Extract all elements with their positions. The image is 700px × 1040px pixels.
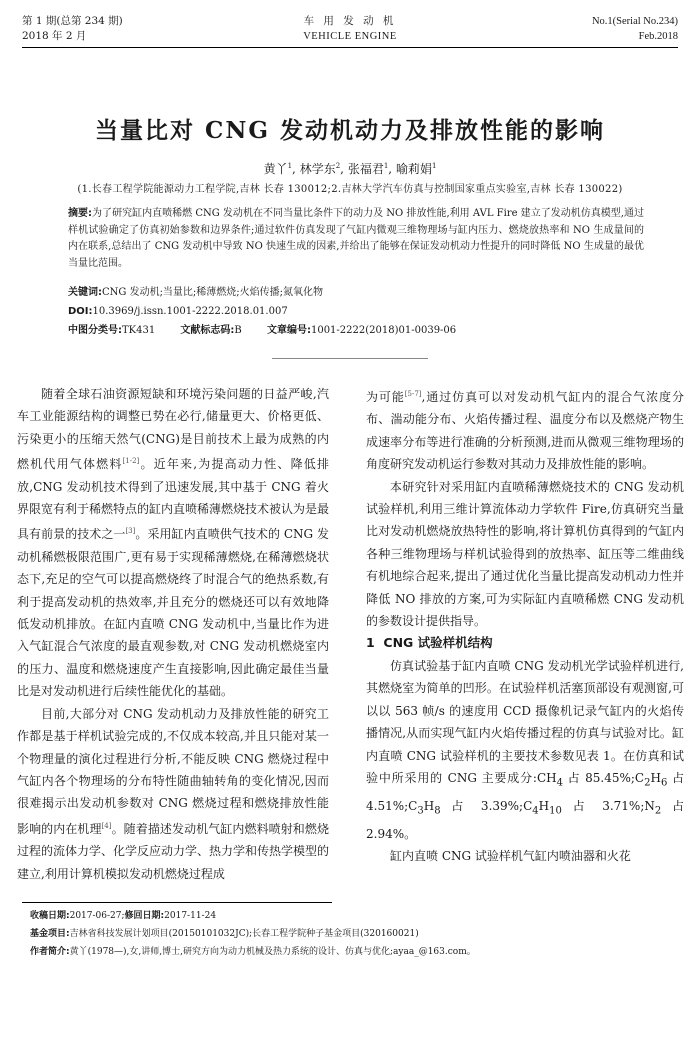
section-number: 1 xyxy=(366,635,375,651)
article-id-value: 1001-2222(2018)01-0039-06 xyxy=(310,325,457,336)
clc-value: TK431 xyxy=(122,325,156,336)
issue-date-en: Feb.2018 xyxy=(638,31,678,42)
footnote-rule xyxy=(22,902,332,903)
paragraph-text: 。随着描述发动机气缸内燃料喷射和燃烧过程的流体力学、化学反应动力学、热力学和传热学模型的建立,利用计算机模拟发动机燃烧过程成 xyxy=(17,821,330,881)
doc-code-label: 文献标志码: xyxy=(180,325,235,336)
funding-label: 基金项目: xyxy=(30,929,70,939)
classification xyxy=(68,323,644,339)
author-bio-text: 黄丫(1978—),女,讲师,博士,研究方向为动力机械及热力系统的设计、仿真与优化;ayaa_@163.com。 xyxy=(69,947,476,957)
paragraph-text: 占 85.45%;C xyxy=(562,770,645,785)
doi-value: 10.3969/j.issn.1001-2222.2018.01.007 xyxy=(92,306,288,317)
paragraph-text: 占 2.94%。 xyxy=(366,798,684,841)
keywords-text: CNG 发动机;当量比;稀薄燃烧;火焰传播;氮氧化物 xyxy=(102,287,324,298)
section-heading xyxy=(366,632,684,654)
paragraph-text: H xyxy=(423,798,435,813)
author-name: 喻莉娟 xyxy=(395,162,432,176)
section-title: CNG 试验样机结构 xyxy=(383,635,493,651)
body-left-column xyxy=(17,383,329,885)
author-bio-label: 作者简介: xyxy=(30,947,70,957)
paragraph xyxy=(17,703,329,885)
running-header xyxy=(22,14,678,48)
subscript: 4 xyxy=(556,777,563,789)
issue-number-en: No.1(Serial No.234) xyxy=(591,16,678,27)
author-name: 张福君 xyxy=(347,162,384,176)
subscript: 2 xyxy=(644,777,651,789)
paper-title: 当量比对 CNG 发动机动力及排放性能的影响 xyxy=(95,117,605,144)
author-name: 林学东 xyxy=(299,162,336,176)
paragraph-text: 。近年来,为提高动力性、降低排放,CNG 发动机技术得到了迅速发展,其中基于 CNG 着火界限宽有利于稀燃特点的缸内直喷稀薄燃烧技术被认为是最具有前景的技术之一 xyxy=(17,457,330,542)
paragraph-text: 。采用缸内直喷供气技术的 CNG 发动机稀燃极限范围广,更有易于实现稀薄燃烧,在稀薄燃烧状态下,充足的空气可以提高燃烧终了时混合气的绝热系数,有利于提高发动机的热效率,并且充分的燃烧还可以有效地降低发动机排放。在缸内直喷 CNG 发动机中,当量比作为进入气缸混合气浓度的最直观参数,对 CNG 发动机燃烧室内的压力、温度和燃烧速度产生直接影响,因此确定最佳当量比是对发动机进行后续性能优化的基础。 xyxy=(17,527,329,699)
author-affil-mark: 1 xyxy=(383,162,389,170)
subscript: 6 xyxy=(660,777,668,789)
paragraph-text: 占 3.71%;N xyxy=(561,798,655,813)
author-bio xyxy=(30,943,678,961)
keywords-label: 关键词: xyxy=(68,287,102,298)
doc-code-value: B xyxy=(234,325,242,336)
affiliation: (1.长春工程学院能源动力工程学院,吉林 长春 130012;2.吉林大学汽车仿真与控制国家重点实验室,吉林 长春 130022) xyxy=(77,184,623,195)
doi xyxy=(68,304,644,320)
section-separator xyxy=(272,358,428,359)
subscript: 4 xyxy=(532,805,539,817)
subscript: 8 xyxy=(434,805,441,817)
citation: [3] xyxy=(125,527,136,536)
paragraph-text: 本研究针对采用缸内直喷稀薄燃烧技术的 CNG 发动机试验样机,利用三维计算流体动力学软件 Fire,仿真研究当量比对发动机燃烧放热特性的影响,将计算机仿真得到的气缸内各种三维物理场与样机试验得到的放热率、缸压等二维曲线有机地综合起来,提出了通过优化当量比提高发动机动力性并降低 NO 排放的方案,可为实际缸内直喷稀燃 CNG 发动机的参数设计提供指导。 xyxy=(366,479,684,629)
subscript: 2 xyxy=(654,805,662,817)
author-affil-mark: 1 xyxy=(287,162,293,170)
header-rule xyxy=(22,47,678,48)
revised-label: 修回日期: xyxy=(124,911,165,921)
clc-label: 中图分类号: xyxy=(68,325,122,336)
author-list: 黄丫$^1$, 林学东$^2$, 张福君$^1$, 喻莉娟$^1$ xyxy=(263,162,437,176)
author-name: 黄丫 xyxy=(263,162,288,176)
paragraph-text: 缸内直喷 CNG 试验样机气缸内喷油器和火花 xyxy=(390,848,631,863)
paragraph-text: 占 3.39%;C xyxy=(440,798,533,813)
header-right xyxy=(592,14,678,44)
body-right-column xyxy=(366,383,684,867)
subscript: 10 xyxy=(549,805,562,817)
abstract-text: 为了研究缸内直喷稀燃 CNG 发动机在不同当量比条件下的动力及 NO 排放性能,利用 AVL Fire 建立了发动机仿真模型,通过样机试验确定了仿真初始参数和边界条件;通过软件仿真发现了气缸内微观三维物理场与缸内压力、燃烧放热率和 NO 生成量间的内在联系,总结出了 CNG 发动机中导致 NO 快速生成的因素,并给出了能够在保证发动机动力性提升的同时降低 NO 生成量的最优当量比范围。 xyxy=(68,208,645,269)
paragraph-text: H xyxy=(650,770,661,785)
footnotes xyxy=(30,907,678,961)
paragraph-text: 为可能 xyxy=(366,390,405,404)
subscript: 3 xyxy=(417,805,424,817)
paragraph xyxy=(366,655,684,845)
paragraph xyxy=(366,383,684,476)
paragraph-text: 占 4.51%;C xyxy=(366,770,684,813)
citation: [1-2] xyxy=(122,457,140,466)
received-dates xyxy=(30,907,678,925)
received-date: 2017-06-27; xyxy=(69,911,125,921)
header-center xyxy=(22,14,678,44)
received-label: 收稿日期: xyxy=(30,911,70,921)
funding xyxy=(30,925,678,943)
funding-text: 吉林省科技发展计划项目(20150101032JC);长春工程学院种子基金项目(320160021) xyxy=(69,929,419,939)
paragraph-text: 仿真试验基于缸内直喷 CNG 发动机光学试验样机进行,其燃烧室为简单的凹形。在试验样机活塞顶部设有观测窗,可以以 563 帧/s 的速度用 CCD 摄像机记录气缸内的火焰传播情况,从而实现气缸内火焰传播过程的仿真与试验对比。缸内直喷 CNG 试验样机的主要技术参数见表 1。在仿真和试验中所采用的 CNG 主要成分:CH xyxy=(366,658,684,785)
paragraph-text: 目前,大部分对 CNG 发动机动力及排放性能的研究工作都是基于样机试验完成的,不仅成本较高,并且只能对某一个物理量的演化过程进行分析,不能反映 CNG 燃烧过程中气缸内各个物理场的分布特性随曲轴转角的变化情况,因而很难揭示出发动机参数对 CNG 燃烧过程和燃烧排放性能影响的内在机理 xyxy=(17,706,329,836)
abstract xyxy=(68,206,644,272)
paragraph xyxy=(17,383,329,703)
keywords xyxy=(68,285,644,301)
citation: [4] xyxy=(101,821,112,830)
abstract-label: 摘要: xyxy=(68,208,93,219)
paragraph xyxy=(366,845,684,867)
journal-name-cn: 车 用 发 动 机 xyxy=(303,15,397,27)
paragraph-text: 随着全球石油资源短缺和环境污染问题的日益严峻,汽车工业能源结构的调整已势在必行,储量更大、价格更低、污染更小的压缩天然气(CNG)是目前技术上最为成熟的内燃机代用气体燃料 xyxy=(17,387,329,472)
paragraph xyxy=(366,476,684,633)
journal-name-en: VEHICLE ENGINE xyxy=(303,31,397,42)
paragraph-text: H xyxy=(538,798,550,813)
citation: [5-7] xyxy=(404,390,422,398)
issue-date: 2018 年 2 月 xyxy=(22,30,87,42)
doi-label: DOI: xyxy=(68,306,93,317)
paragraph-text: ,通过仿真可以对发动机气缸内的混合气浓度分布、湍动能分布、火焰传播过程、温度分布以及燃烧产物生成速率分布等进行准确的分析预测,进而从微观三维物理场的角度研究发动机运行参数对其动力及排放性能的影响。 xyxy=(366,390,684,472)
article-id-label: 文章编号: xyxy=(266,325,311,336)
revised-date: 2017-11-24 xyxy=(164,911,217,921)
author-affil-mark: 1 xyxy=(431,162,437,170)
author-affil-mark: 2 xyxy=(335,162,341,170)
issue-number: 第 1 期(总第 234 期) xyxy=(22,15,123,27)
